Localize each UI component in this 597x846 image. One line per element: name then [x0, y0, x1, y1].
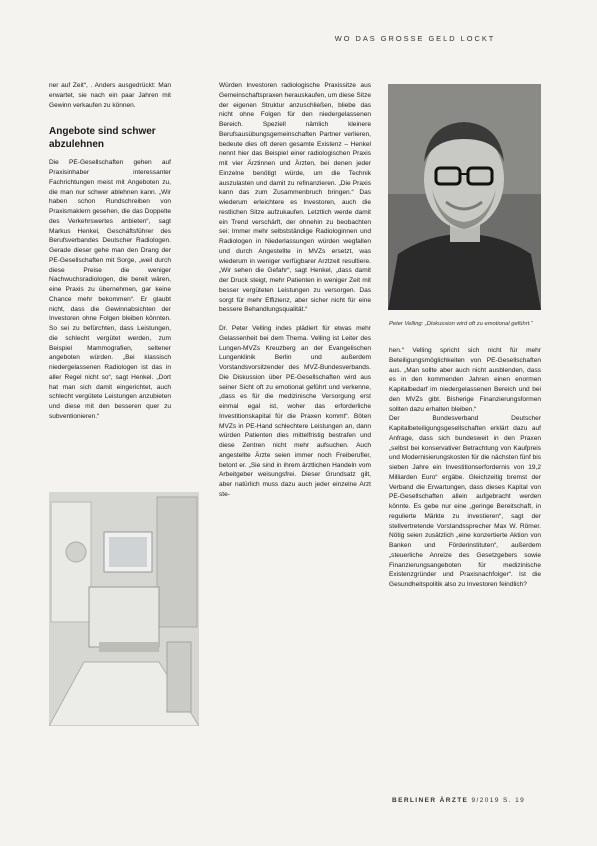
issue-page: 9/2019 S. 19	[471, 797, 526, 804]
paragraph: Würden Investoren radiologische Praxissitze aus Gemeinschaftspraxen herauskaufen, um diese Sitze der eigenen Struktur anzuschließen, bliebe das nicht ohne Folgen für den niedergelassenen Bereich. Speziell nämlich kleinere Berufsausübungsgemeinschaften Partner verlieren, bedeute dies oft deren gesamte Existenz – Henkel nennt hier das Beispiel einer radiologischen Praxis mit vier Ärztinnen und Ärzten, bei denen jeder Einzelne benötigt würde, um die Technik auszulasten und damit zu refinanzieren. „Die Praxis kann das zum Zusammenbruch bringen.“ Das wiederum erleichtere es Investoren, auch die restlichen Sitze aufzukaufen. Letztlich werde damit ein Trend verschärft, der ohnehin zu beobachten sei: Immer mehr selbstständige Radiologinnen und Radiologen in Niederlassungen würden wegfallen und durch Angestellte in MVZs ersetzt, was wiederum in weniger verfügbarer Arztzeit resultiere. „Wir sehen die Gefahr“, sagt Henkel, „dass damit der Druck steigt, mehr Patienten in weniger Zeit mit besser vergüteten Leistungen zu versorgen. Das sorgt für mehr Effizienz, aber sicher nicht für eine bessere Behandlungsqualität.“	[219, 82, 371, 314]
paragraph: Der Bundesverband Deutscher Kapitalbeteiligungsgesellschaften erklärt dazu auf Anfrage, dass sich bundesweit in den Praxen „selbst bei konservativer Betrachtung von Kaufpreis und Modernisierungskosten für die nächsten fünf bis sieben Jahre ein Investitionserfordernis von 19,2 Milliarden Euro“ ergäbe. Gleichzeitig bremst der Verband die Erwartungen, dass dieses Kapital von PE-Gesellschaften allein aufgebracht werden könnte. Es gebe nur eine „geringe Bereitschaft, in regulierte Märkte zu investieren“, sagt der stellvertretende Vorstandssprecher Max W. Römer. Nötig seien zusätzlich „eine konzertierte Aktion von Banken und Förderinstituten“, außerdem „steuerliche Anreize des Gesetzgebers sowie Finanzierungsangeboten für medizinische Existenzgründer und Praxisnachfolger“. Ist die Gesundheitspolitik also zu Investoren feindlich?	[389, 415, 541, 588]
paragraph: Die PE-Gesellschaften gehen auf Praxisinhaber interessanter Fachrichtungen meist mit Angeboten zu, die man nur schwer ablehnen kann. „Wir haben schon Rundschreiben von Praxismaklern gesehen, die das Doppelte des Verkehrswertes anbieten“, sagt Markus Henkel, Geschäftsführer des Berufsverbandes Deutscher Radiologen. Gerade dieser gehe man den Drang der PE-Gesellschaften mit Sorge, „weil durch diese Preise die weniger Nachwuchsradiologen, die bereit wären, eine Praxis zu übernehmen, gar keine Chance mehr bekommen“. Er glaubt nicht, dass die Gewinnabsichten der Investoren ohne Folgen bleiben könnten. So sei zu befürchten, dass Leistungen, die schlecht vergütet werden, zum Beispiel Mammografien, seltener angeboten würden. „Bei klassisch niedergelassenen Radiologen ist das in aller Regel nicht so“, sagt Henkel. „Dort hat man sich damit eingerichtet, auch schlecht vergütete Leistungen anzubieten und diese mit den besseren quer zu subventionieren.“	[49, 159, 171, 420]
lab-photo	[49, 492, 199, 726]
column-3	[389, 346, 541, 590]
column-1	[49, 81, 171, 422]
portrait-photo	[388, 84, 541, 310]
paragraph: ner auf Zeit“, . Anders ausgedrückt: Man erwartet, sie nach ein paar Jahren mit Gewinn verkaufen zu können.	[49, 82, 171, 109]
page-footer	[392, 797, 525, 804]
paragraph: hen.“ Velling spricht sich nicht für mehr Beteiligungsmöglichkeiten von PE-Gesellschaften aus. „Man sollte aber auch nicht ausblenden, dass es in den kommenden Jahren einen enormen Kapitalbedarf im niedergelassenen Bereich und bei den MVZs gibt. Bisherige Finanzierungsformen sollten dazu erhalten bleiben.“	[389, 347, 541, 413]
column-2	[219, 81, 371, 500]
magazine-name: BERLINER ÄRZTE	[392, 797, 469, 804]
paragraph: Dr. Peter Velling indes plädiert für etwas mehr Gelassenheit bei dem Thema. Velling ist Leiter des Lungen-MVZs Kreuzberg an der Evangelischen Lungenklinik Berlin und außerdem Vorstandsvorsitzender des MVZ-Bundesverbands. Die Diskussion über PE-Gesellschaften wird aus seiner Sicht oft zu emotional geführt und verkenne, „dass es für die medizinische Versorgung erst einmal egal ist, woher das erforderliche Investitionskapital für die Praxen kommt“. Böten MVZs in PE-Hand schlechtere Leistungen an, dann würden Patienten dies mittelfristig bestrafen und diese Zentren nicht mehr aufsuchen. Auch angestellte Ärzte seien immer noch Freiberufler, betont er. „Sie sind in ihrem ärztlichen Handeln vom Arbeitgeber weisungsfrei. Dieser Grundsatz gilt, aber natürlich muss dazu auch jeder einzelne Arzt ste-	[219, 325, 371, 498]
photo-caption: Peter Velling: „Diskussion wird oft zu emotional geführt.“	[389, 321, 533, 327]
portrait-illustration	[388, 84, 541, 310]
lab-illustration	[49, 492, 199, 726]
running-title: WO DAS GROSSE GELD LOCKT	[334, 34, 496, 43]
subheading: Angebote sind schwer abzulehnen	[49, 126, 156, 151]
